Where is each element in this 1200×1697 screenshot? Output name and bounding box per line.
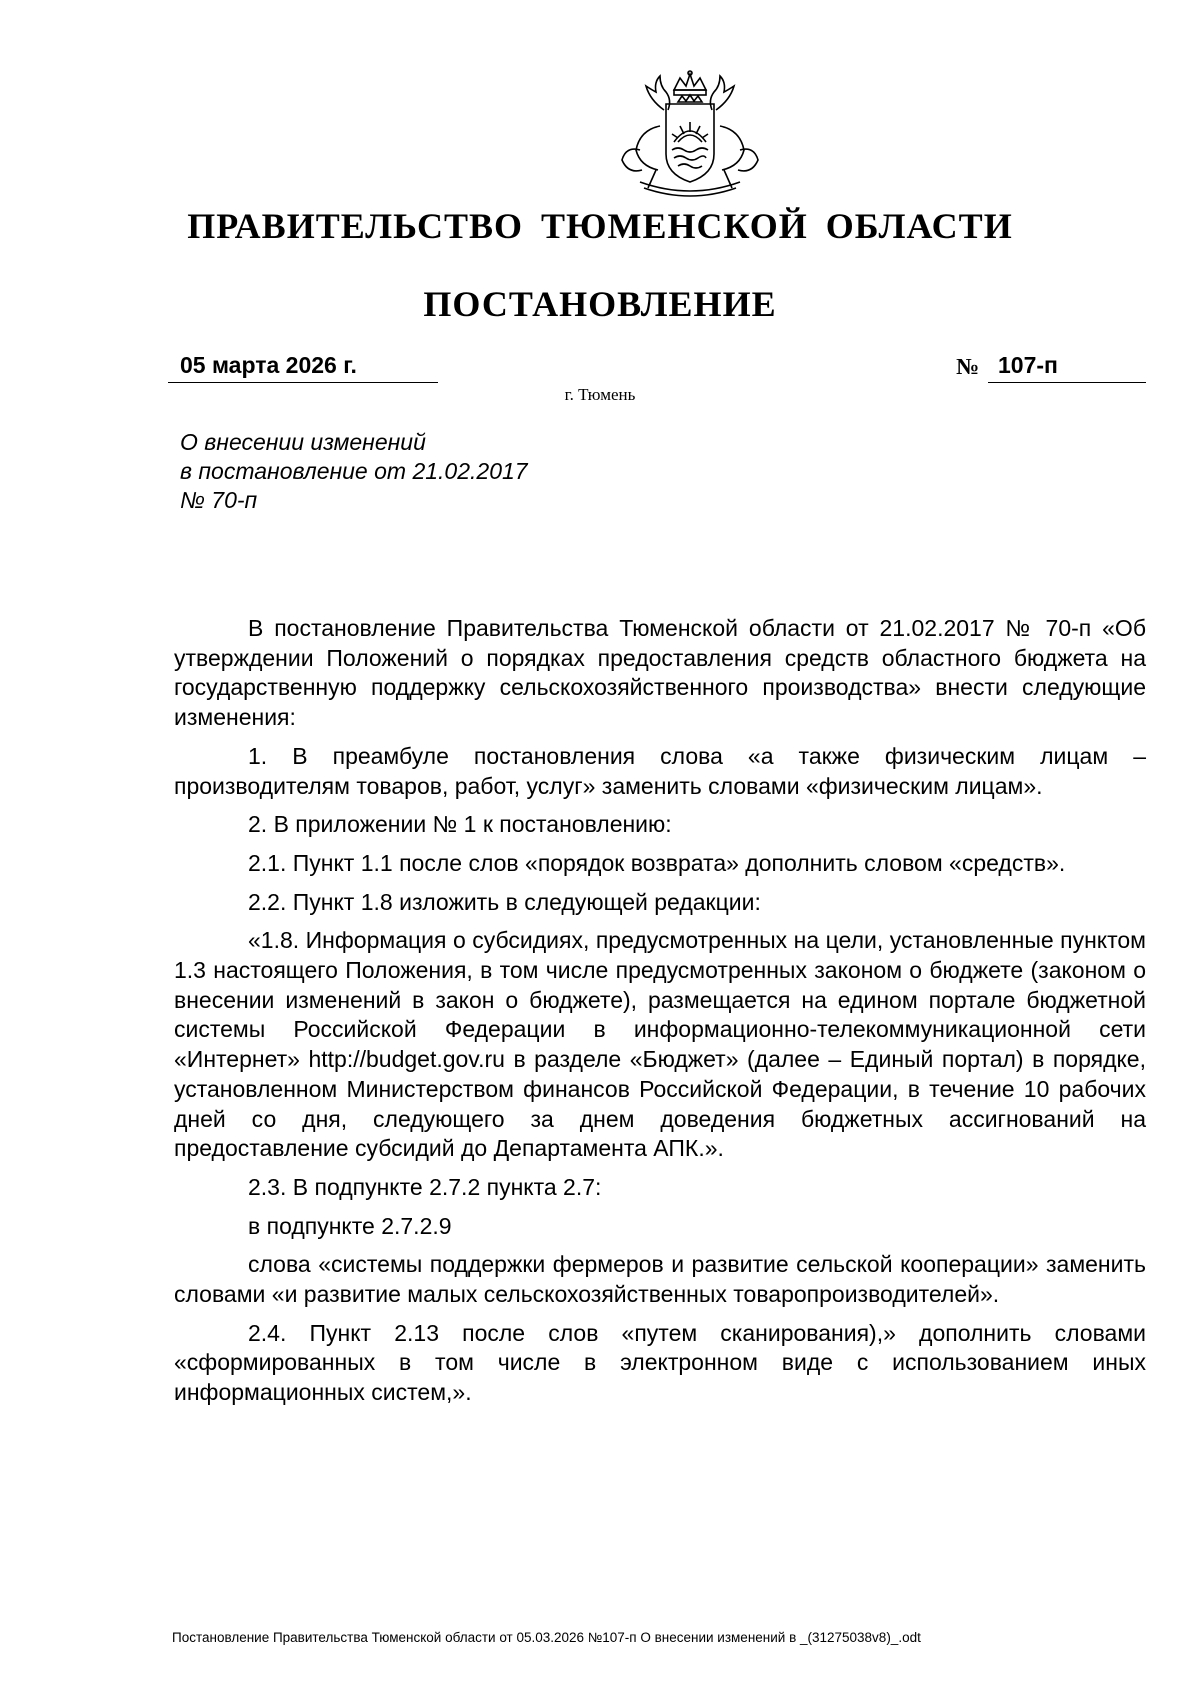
- document-city: г. Тюмень: [564, 385, 636, 404]
- document-type-title: ПОСТАНОВЛЕНИЕ: [423, 284, 777, 324]
- body-paragraph: слова «системы поддержки фермеров и развитие сельской кооперации» заменить словами «и развитие малых сельскохозяйственных товаропроизводителей».: [174, 1251, 1146, 1308]
- document-date: 05 марта 2026 г.: [168, 348, 438, 383]
- body-paragraph: 2.4. Пункт 2.13 после слов «путем сканирования),» дополнить словами «сформированных в том числе в электронном виде с использованием иных информационных систем,».: [174, 1319, 1146, 1406]
- subject-line: О внесении изменений: [180, 429, 426, 455]
- subject-line: № 70-п: [180, 487, 258, 513]
- document-number: 107-п: [988, 348, 1146, 383]
- document-subject: [180, 428, 740, 515]
- body-paragraph: В постановление Правительства Тюменской области от 21.02.2017 № 70-п «Об утверждении Положений о порядках предоставления средств областного бюджета на государственную поддержку сельскохозяйственного производства» внести следующие изменения:: [174, 615, 1146, 731]
- number-sign: №: [956, 354, 980, 379]
- page-footer: Постановление Правительства Тюменской области от 05.03.2026 №107-п О внесении изменений в _(31275038v8)_.odt: [172, 1630, 921, 1645]
- body-paragraph: «1.8. Информация о субсидиях, предусмотренных на цели, установленные пунктом 1.3 настоящего Положения, в том числе предусмотренных законом о бюджете (законом о внесении изменений в закон о бюджете), размещается на едином портале бюджетной системы Российской Федерации в информационно-телекоммуникационной сети «Интернет» http://budget.gov.ru в разделе «Бюджет» (далее – Единый портал) в порядке, установленном Министерством финансов Российской Федерации, в течение 10 рабочих дней со дня, следующего за днем доведения бюджетных ассигнований на предоставление субсидий до Департамента АПК.».: [174, 927, 1146, 1162]
- body-paragraph: в подпункте 2.7.2.9: [248, 1212, 452, 1239]
- document-body: [174, 614, 1146, 1408]
- body-paragraph: 1. В преамбуле постановления слова «а также физическим лицам – производителям товаров, работ, услуг» заменить словами «физическим лицам».: [174, 742, 1146, 799]
- organization-title: ПРАВИТЕЛЬСТВО ТЮМЕНСКОЙ ОБЛАСТИ: [187, 206, 1013, 246]
- body-paragraph: 2.1. Пункт 1.1 после слов «порядок возврата» дополнить словом «средств».: [248, 849, 1066, 876]
- body-paragraph: 2. В приложении № 1 к постановлению:: [248, 811, 672, 838]
- tyumen-oblast-coat-of-arms-icon: [600, 70, 780, 198]
- subject-line: в постановление от 21.02.2017: [180, 458, 528, 484]
- body-paragraph: 2.3. В подпункте 2.7.2 пункта 2.7:: [248, 1173, 602, 1200]
- body-paragraph: 2.2. Пункт 1.8 изложить в следующей редакции:: [248, 888, 761, 915]
